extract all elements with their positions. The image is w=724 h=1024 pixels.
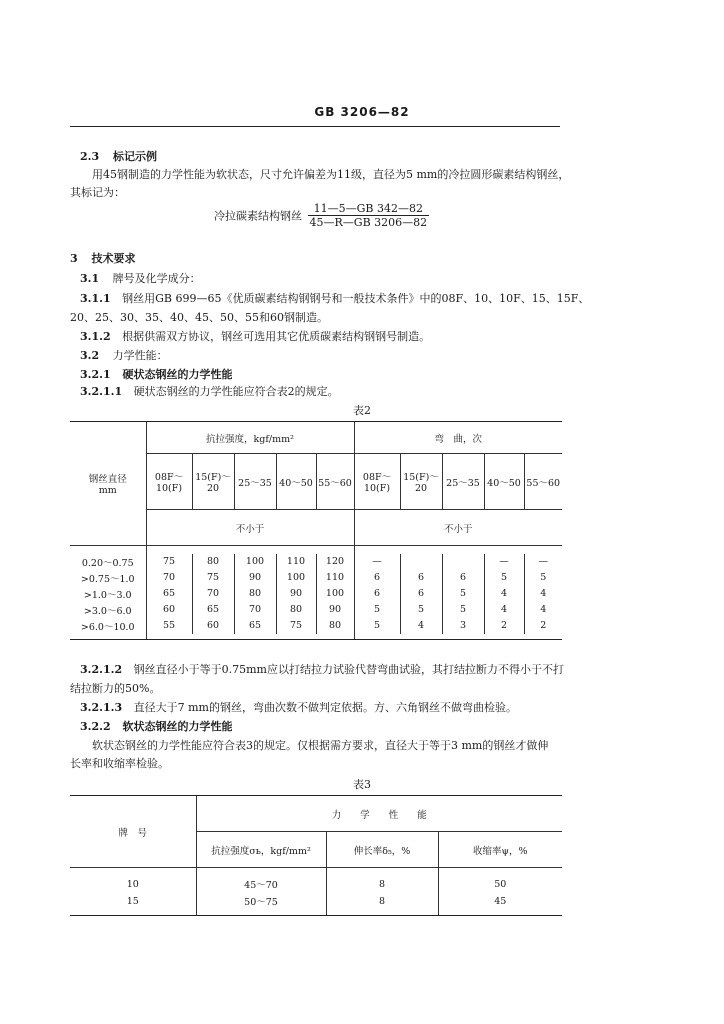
section-number: 3.1.1 [80,292,111,305]
section-number: 3.2.1 [80,368,111,381]
subcol-header [354,454,400,510]
table-2 [70,421,562,640]
rowhead-line: mm [98,485,117,496]
section-3-2-1-heading [80,366,232,382]
strength-cell: 70 [146,570,192,586]
subcol-line: 10(F) [155,483,183,494]
paragraph-line: 软状态钢丝的力学性能应符合表3的规定。仅根据需方要求，直径大于等于3 mm的钢丝才做伸 [92,739,549,752]
table-2-rowhead [70,422,146,546]
strength-cell: 55 [146,618,192,634]
diameter-cell: 0.20～0.75 [81,557,134,569]
bend-cell: 3 [442,618,484,634]
bend-cell: 5 [442,586,484,602]
strength-cell: 75 [192,570,234,586]
strength-cell: 90 [316,602,354,618]
bend-cell: 5 [354,618,400,634]
section-2-3-heading [80,148,157,164]
marking-formula [214,202,429,229]
section-title: 软状态钢丝的力学性能 [122,720,233,733]
section-3-1-2 [80,328,430,344]
bend-cell: 6 [442,570,484,586]
section-number: 3.1.2 [80,330,111,343]
table-3-group: 力 学 性 能 [196,796,562,832]
section-number: 3.2 [80,349,100,362]
diameter-cell: >6.0～10.0 [80,621,135,633]
bend-cell [400,554,442,570]
header-rule [70,126,560,127]
strength-cell: 80 [234,586,276,602]
strength-cell: 65 [146,586,192,602]
table-2-group-bend: 弯 曲，次 [354,422,562,454]
subcol-header: 55～60 [316,454,354,510]
formula-denominator: 45—R—GB 3206—82 [309,216,428,229]
bend-cell: 6 [400,586,442,602]
elongation-cell: 8 [326,876,438,893]
bend-cell: 5 [484,570,524,586]
section-number: 3.2.2 [80,720,111,733]
strength-cell: 75 [276,618,316,634]
subcol-header: 55～60 [524,454,562,510]
section-3-2-2-heading [80,718,232,734]
section-title: 标记示例 [112,150,157,163]
bend-cell: 6 [400,570,442,586]
col-shrinkage-header: 收缩率ψ，% [438,832,562,868]
paragraph-text: 根据供需双方协议，钢丝可选用其它优质碳素结构钢钢号制造。 [122,330,431,343]
paragraph-line: 长率和收缩率检验。 [70,757,169,770]
section-3-1-1 [80,290,589,306]
table-row [70,893,562,910]
section-number: 3.2.1.1 [80,385,123,398]
grade-cell: 15 [126,895,139,907]
col-elongation-header: 伸长率δ₅，% [326,832,438,868]
strength-cell: 100 [234,554,276,570]
bend-cell: 6 [354,586,400,602]
strength-cell: 110 [316,570,354,586]
section-3-2-1-1 [80,383,339,399]
standard-code-header: GB 3206—82 [314,105,410,119]
section-title: 技术要求 [91,252,136,265]
bend-cell [442,554,484,570]
subcol-header: 25～35 [234,454,276,510]
elongation-cell: 8 [326,893,438,910]
bend-cell: — [484,554,524,570]
section-number: 3.2.1.2 [80,663,123,676]
bend-cell: 2 [524,618,562,634]
strength-cell: 70 [192,586,234,602]
table-3-rowhead: 牌 号 [70,796,196,868]
paragraph-line: 钢丝直径小于等于0.75mm应以打结拉力试验代替弯曲试验，其打结拉断力不得小于不打 [133,663,564,676]
strength-cell: 60 [192,618,234,634]
table-row [70,586,562,602]
section-title: 牌号及化学成分： [112,272,201,285]
rowhead-line: 钢丝直径 [88,474,127,485]
paragraph-text: 直径大于7 mm的钢丝，弯曲次数不做判定依据。方、六角钢丝不做弯曲检验。 [133,701,517,714]
paragraph-line: 其标记为： [70,186,125,199]
subcol-header [146,454,192,510]
table-row [70,570,562,586]
not-less-than-label: 不小于 [354,510,562,546]
strength-cell: 65 [192,602,234,618]
strength-cell: 90 [234,570,276,586]
section-3-2-1-2 [80,661,564,677]
shrinkage-cell: 45 [438,893,562,910]
diameter-cell: >3.0～6.0 [83,605,132,617]
strength-cell: 65 [234,618,276,634]
bend-cell: 4 [400,618,442,634]
section-title: 力学性能： [112,349,168,362]
section-number: 3 [70,252,78,265]
bend-cell: 5 [400,602,442,618]
subcol-header: 40～50 [276,454,316,510]
paragraph-line: 用45钢制造的力学性能为软状态，尺寸允许偏差为11级，直径为5 mm的冷拉圆形碳素结构钢丝， [92,168,570,181]
bend-cell: 4 [524,586,562,602]
strength-cell: 60 [146,602,192,618]
not-less-than-label: 不小于 [146,510,354,546]
subcol-header: 25～35 [442,454,484,510]
formula-fraction [308,202,430,229]
bend-cell: 2 [484,618,524,634]
table-row [70,876,562,893]
formula-numerator: 11—5—GB 342—82 [308,202,430,216]
section-number: 2.3 [80,150,100,163]
bend-cell: 6 [354,570,400,586]
strength-cell: 45～70 [196,876,326,893]
bend-cell: 4 [484,586,524,602]
paragraph-line: 20、25、30、35、40、45、50、55和60钢制造。 [70,311,328,324]
formula-prefix: 冷拉碳素结构钢丝 [214,209,302,223]
diameter-cell: >1.0～3.0 [83,589,132,601]
section-3-heading [70,250,136,266]
table-row [70,618,562,634]
strength-cell: 90 [276,586,316,602]
subcol-line: 10(F) [363,483,391,494]
strength-cell: 110 [276,554,316,570]
shrinkage-cell: 50 [438,876,562,893]
bend-cell: — [524,554,562,570]
subcol-header: 40～50 [484,454,524,510]
strength-cell: 100 [276,570,316,586]
strength-cell: 100 [316,586,354,602]
table-2-group-strength: 抗拉强度，kgf/mm² [146,422,354,454]
grade-cell: 10 [126,878,139,890]
bend-cell: 4 [484,602,524,618]
table-3-caption: 表3 [353,778,371,791]
bend-cell: — [354,554,400,570]
table-row [70,554,562,570]
section-number: 3.2.1.3 [80,701,123,714]
bend-cell: 5 [524,570,562,586]
subcol-header: 15(F)～20 [192,454,234,510]
strength-cell: 80 [316,618,354,634]
bend-cell: 5 [442,602,484,618]
strength-cell: 75 [146,554,192,570]
col-strength-header: 抗拉强度σь，kgf/mm² [196,832,326,868]
paragraph-line: 钢丝用GB 699—65《优质碳素结构钢钢号和一般技术条件》中的08F、10、10F、15、15F、 [122,292,590,305]
diameter-cell: >0.75～1.0 [80,573,135,585]
bend-cell: 4 [524,602,562,618]
paragraph-line: 结拉断力的50%。 [70,682,161,695]
section-title: 硬状态钢丝的力学性能 [122,368,233,381]
subcol-line: 08F～ [362,472,392,483]
section-3-2 [80,347,168,363]
strength-cell: 80 [276,602,316,618]
paragraph-text: 硬状态钢丝的力学性能应符合表2的规定。 [133,385,339,398]
table-3 [70,795,562,916]
strength-cell: 50～75 [196,893,326,910]
table-row [70,602,562,618]
subcol-header: 15(F)～20 [400,454,442,510]
strength-cell: 80 [192,554,234,570]
bend-cell: 5 [354,602,400,618]
section-3-1 [80,270,201,286]
subcol-line: 08F～ [154,472,184,483]
section-3-2-1-3 [80,699,517,715]
table-2-caption: 表2 [353,404,371,417]
strength-cell: 120 [316,554,354,570]
strength-cell: 70 [234,602,276,618]
section-number: 3.1 [80,272,100,285]
